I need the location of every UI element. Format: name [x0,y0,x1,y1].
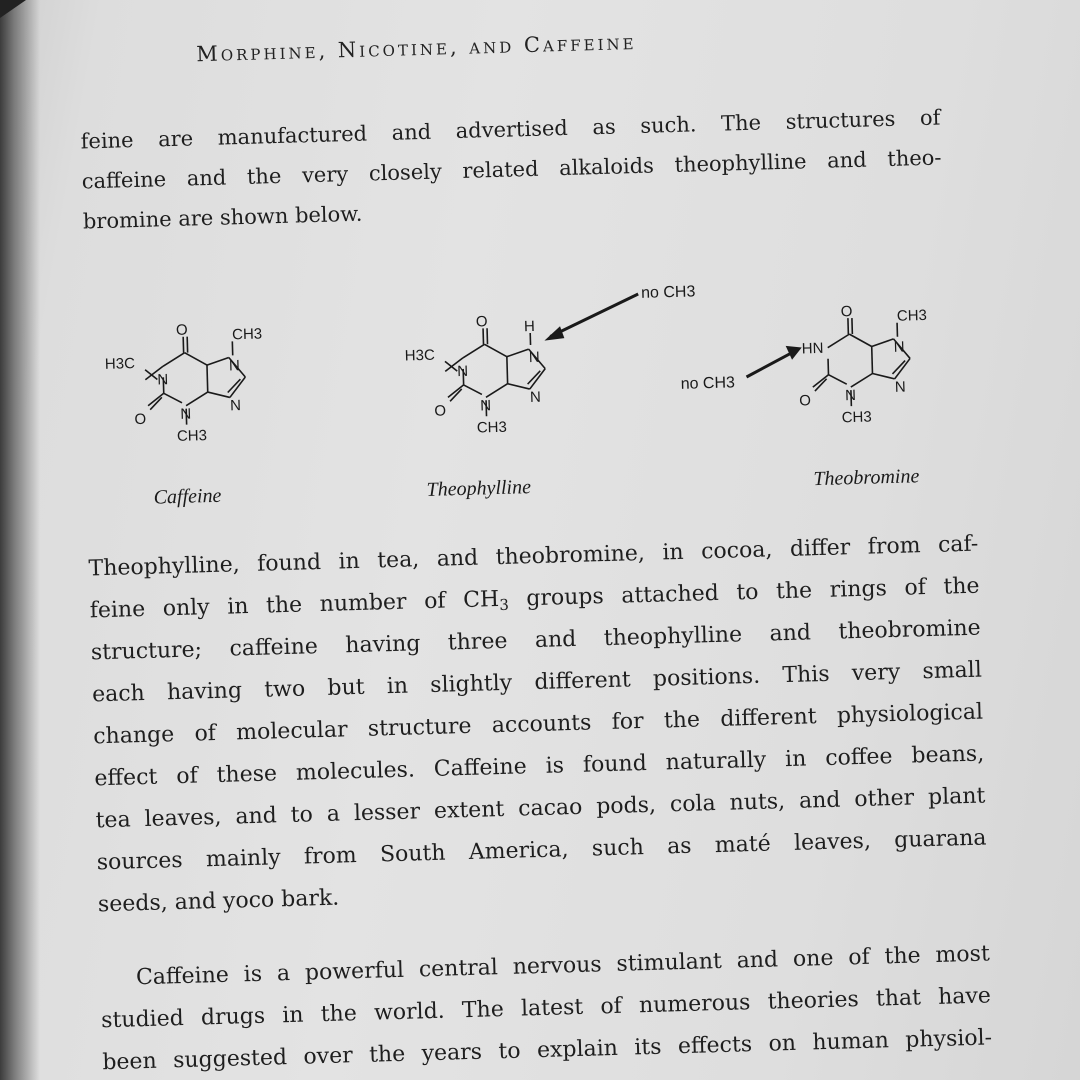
caffeine-n1: N [157,371,169,389]
caffeine-n3: N [180,405,192,423]
theophylline-ch3-bottom: CH3 [476,418,508,437]
page-content [55,0,1015,1080]
text-line: structure; caffeine having three and theophylline and theobromine [90,615,981,666]
text-line: change of molecular structure accounts for the different physiological [92,699,984,750]
theophylline-n9: N [529,388,542,407]
caffeine-o-left: O [134,410,147,429]
theobromine-n9: N [894,378,906,396]
paragraph-intro [80,98,943,242]
theobromine-n7: N [893,338,905,356]
text-line: Theophylline, found in tea, and theobromine, in cocoa, differ from caf- [88,531,979,582]
caffeine-ch3-top: CH3 [231,325,263,344]
theobromine-arrow [746,345,803,377]
text-line: been suggested over the years to explain its effects on human physiol- [102,1025,993,1076]
caffeine-structure [104,320,267,510]
theobromine-o-left: O [798,392,812,410]
caffeine-h3c: H3C [104,355,136,373]
theobromine-ch3-bottom: CH3 [841,408,872,427]
theobromine-annotation: no CH3 [680,374,736,393]
caffeine-caption: Caffeine [153,484,222,509]
theobromine-o-top: O [840,303,853,321]
structures-svg [63,258,990,534]
subscript-3: 3 [499,595,510,614]
theophylline-structure [403,283,701,501]
caffeine-ch3-bottom: CH3 [176,427,208,445]
caffeine-o-top: O [175,321,188,339]
text-line: caffeine and the very closely related alkaloids theophylline and theo- [81,145,942,194]
theophylline-annotation: no CH3 [640,283,696,302]
theobromine-structure [679,301,932,494]
text-line: seeds, and yoco bark. [97,885,340,918]
theophylline-h: H [523,317,536,336]
theophylline-n1: N [457,362,469,381]
text-line: feine are manufactured and advertised as such. The structures of [80,105,941,154]
page-corner [0,0,26,18]
text-line: each having two but in slightly different positions. This very small [91,657,983,708]
paragraph-caffeine-stimulant [99,933,992,1080]
theophylline-caption: Theophylline [426,476,532,501]
theophylline-n7: N [528,348,540,367]
text-line: bromine are shown below. [82,201,363,234]
text-line: Caffeine is a powerful central nervous stimulant and one of the most [135,941,991,991]
structures-figure [63,258,990,534]
text-fragment: feine only in the number of CH [89,587,500,624]
running-head: Morphine, Nicotine, and Caffeine [195,29,637,67]
caffeine-n9: N [229,397,242,415]
paragraph-body [88,524,988,927]
theobromine-caption: Theobromine [813,465,920,491]
theophylline-h3c: H3C [404,346,436,365]
text-line: effect of these molecules. Caffeine is found naturally in coffee beans, [94,741,985,792]
theophylline-o-top: O [475,313,488,331]
theophylline-arrow [543,294,639,341]
theophylline-o-left: O [434,402,447,420]
text-line: sources mainly from South America, such as maté leaves, guarana [96,825,987,876]
theobromine-hn: HN [801,339,824,358]
text-line: studied drugs in the world. The latest of numerous theories that have [100,983,992,1034]
caffeine-n7: N [228,357,241,375]
text-fragment: groups attached to the rings of the [508,573,980,612]
theobromine-n3: N [844,386,857,405]
binding-shadow [0,0,40,1080]
theobromine-ch3-top: CH3 [896,306,928,325]
text-line: tea leaves, and to a lesser extent cacao pods, cola nuts, and other plant [95,783,986,834]
theophylline-n3: N [479,397,492,415]
